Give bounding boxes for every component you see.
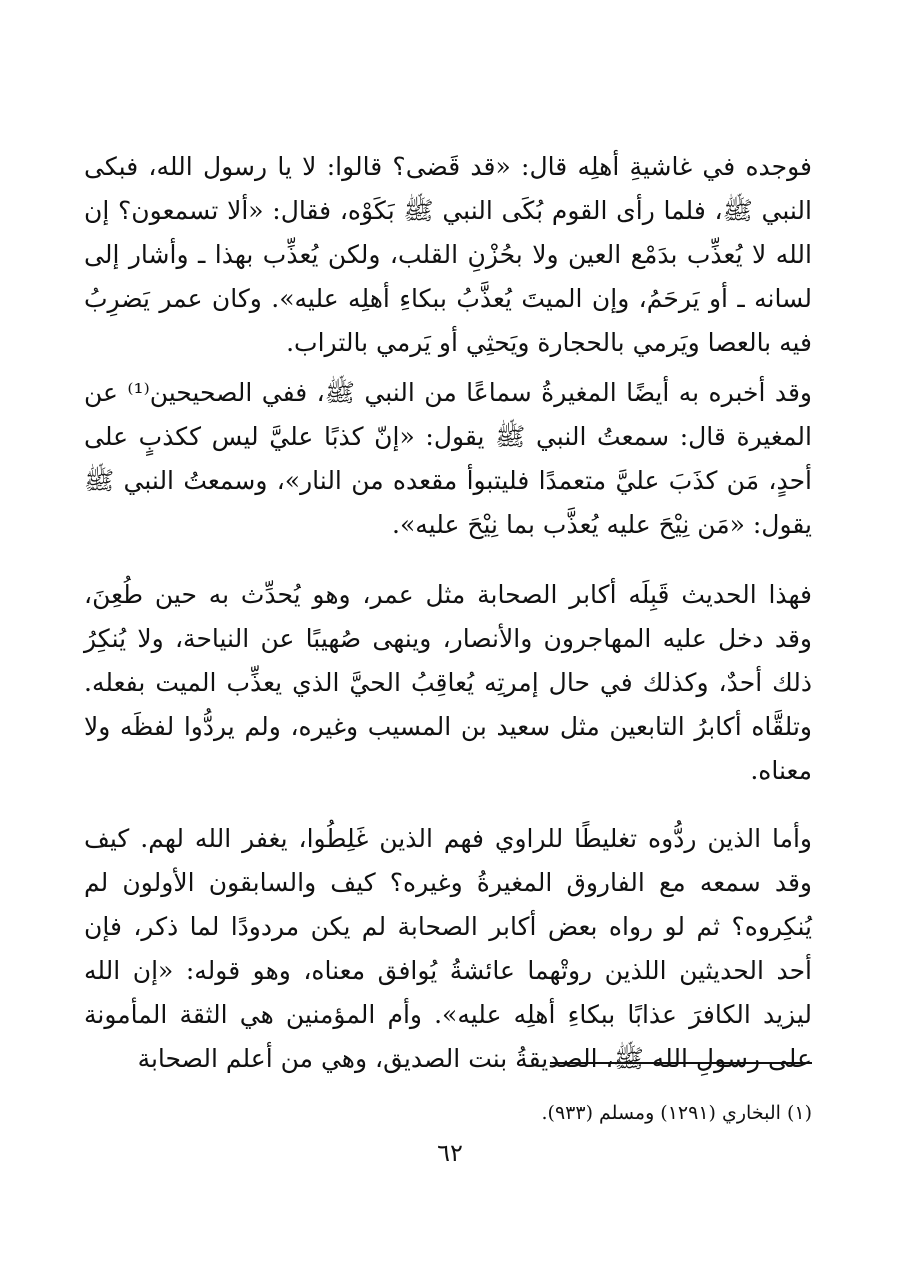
footnote: (١) البخاري (١٢٩١) ومسلم (٩٣٣). [541,1102,812,1124]
body-paragraph-2: وقد أخبره به أيضًا المغيرةُ سماعًا من النبي ﷺ، ففي الصحيحين⁽¹⁾ عن المغيرة قال: سمعتُ النبي ﷺ يقول: «إنّ كذبًا عليَّ ليس ككذبٍ على أحدٍ، مَن كذَبَ عليَّ متعمدًا فليتبوأ مقعده من النار»، وسمعتُ النبي ﷺ يقول: «مَن نِيْحَ عليه يُعذَّب بما نِيْحَ عليه». [84,378,812,539]
body-paragraph-1: فوجده في غاشيةِ أهلِه قال: «قد قَضى؟ قالوا: لا يا رسول الله، فبكى النبي ﷺ، فلما رأى القوم بُكَى النبي ﷺ بَكَوْه، فقال: «ألا تسمعون؟ إن الله لا يُعذِّب بدَمْع العين ولا بحُزْنِ القلب، ولكن يُعذِّب بهذا ـ وأشار إلى لسانه ـ أو يَرحَمُ، وإن الميتَ يُعذَّبُ ببكاءِ أهلِه عليه». وكان عمر يَضرِبُ فيه بالعصا ويَرمي بالحجارة ويَحثِي أو يَرمي بالتراب. [84,152,812,357]
footnote-divider [550,1062,812,1064]
body-paragraph-4: وأما الذين ردُّوه تغليطًا للراوي فهم الذين غَلِطُوا، يغفر الله لهم. كيف وقد سمعه مع الفاروق المغيرةُ وغيره؟ كيف والسابقون الأولون لم يُنكِروه؟ ثم لو رواه بعض أكابر الصحابة لم يكن مردودًا لما ذكر، فإن أحد الحديثين اللذين روتْهما عائشةُ يُوافق معناه، وهو قوله: «إن الله ليزيد الكافرَ عذابًا ببكاءِ أهلِه عليه». وأم المؤمنين هي الثقة المأمونة على رسولِ الله ﷺ، الصديقةُ بنت الصديق، وهي من أعلم الصحابة [84,824,812,1073]
body-paragraph-3: فهذا الحديث قَبِلَه أكابر الصحابة مثل عمر، وهو يُحدِّث به حين طُعِنَ، وقد دخل عليه المهاجرون والأنصار، وينهى صُهيبًا عن النياحة، ولا يُنكِرُ ذلك أحدٌ، وكذلك في حال إمرتِه يُعاقِبُ الحيَّ الذي يعذِّب الميت بفعله. وتلقَّاه أكابرُ التابعين مثل سعيد بن المسيب وغيره، ولم يردُّوا لفظَه ولا معناه. [84,580,812,785]
page-number: ٦٢ [437,1139,463,1167]
